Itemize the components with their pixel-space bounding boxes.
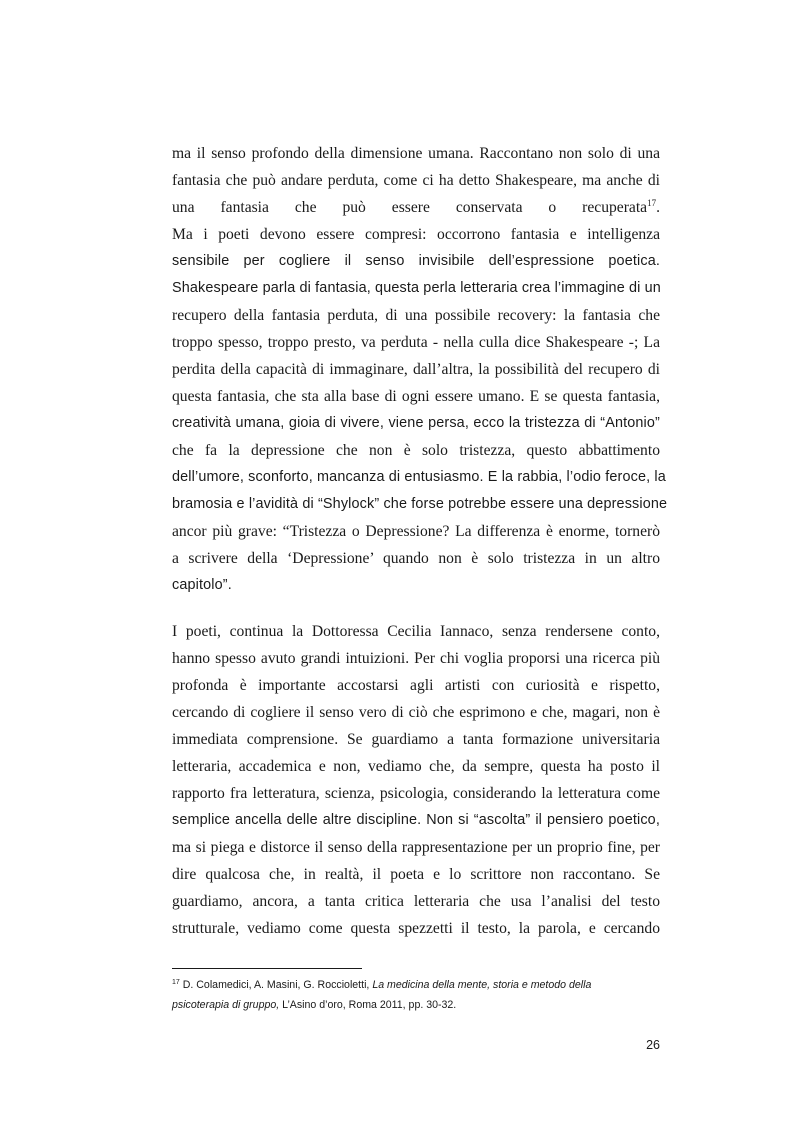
text-line: rapporto fra letteratura, scienza, psicologia, considerando la letteratura come [172, 785, 660, 802]
text-line: semplice ancella delle altre discipline. Non si “ascolta” il pensiero poetico, [172, 812, 660, 828]
footnote-authors: D. Colamedici, A. Masini, G. Roccioletti, [179, 979, 373, 991]
footnote-number: 17 [172, 979, 180, 986]
text-line: Shakespeare parla di fantasia, questa perla letteraria crea l’immagine di un [172, 280, 661, 296]
text-line: hanno spesso avuto grandi intuizioni. Per chi voglia proporsi una ricerca più [172, 650, 660, 667]
text-line [172, 194, 660, 221]
text-line: questa fantasia, che sta alla base di ogni essere umano. E se questa fantasia, [172, 388, 660, 405]
text-line: perdita della capacità di immaginare, dall’altra, la possibilità del recupero di [172, 361, 660, 378]
footnote-ref-17[interactable]: 17 [647, 198, 657, 208]
text-line: che fa la depressione che non è solo tristezza, questo abbattimento [172, 442, 660, 459]
text-line: a scrivere della ‘Depressione’ quando non è solo tristezza in un altro [172, 550, 660, 567]
text-line: cercando di cogliere il senso vero di ciò che esprimono e che, magari, non è [172, 704, 660, 721]
text-line: I poeti, continua la Dottoressa Cecilia Iannaco, senza rendersene conto, [172, 623, 660, 640]
text-line: ma il senso profondo della dimensione umana. Raccontano non solo di una [172, 145, 660, 162]
text-run: . [656, 199, 660, 216]
footnote-line [172, 995, 456, 1015]
footnote-publisher: L’Asino d’oro, Roma 2011, pp. 30-32. [279, 999, 457, 1011]
text-line: capitolo”. [172, 577, 232, 593]
text-line: dire qualcosa che, in realtà, il poeta e lo scrittore non raccontano. Se [172, 866, 660, 883]
text-line: immediata comprensione. Se guardiamo a tanta formazione universitaria [172, 731, 660, 748]
text-line: profonda è importante accostarsi agli artisti con curiosità e rispetto, [172, 677, 660, 694]
footnote-line [172, 975, 591, 995]
text-line: dell’umore, sconforto, mancanza di entusiasmo. E la rabbia, l’odio feroce, la [172, 469, 666, 485]
text-line: fantasia che può andare perduta, come ci ha detto Shakespeare, ma anche di [172, 172, 660, 189]
text-line: troppo spesso, troppo presto, va perduta - nella culla dice Shakespeare -; La [172, 334, 660, 351]
footnote-title: La medicina della mente, storia e metodo della [372, 979, 592, 991]
footnote-title: psicoterapia di gruppo, [172, 999, 280, 1011]
footnote-separator [172, 968, 362, 969]
text-line: letteraria, accademica e non, vediamo che, da sempre, questa ha posto il [172, 758, 660, 775]
text-line: strutturale, vediamo come questa spezzetti il testo, la parola, e cercando [172, 920, 660, 937]
text-line: bramosia e l’avidità di “Shylock” che forse potrebbe essere una depressione [172, 496, 668, 512]
text-line: guardiamo, ancora, a tanta critica letteraria che usa l’analisi del testo [172, 893, 660, 910]
text-line: creatività umana, gioia di vivere, viene persa, ecco la tristezza di “Antonio” [172, 415, 660, 431]
text-line: sensibile per cogliere il senso invisibile dell’espressione poetica. [172, 253, 660, 269]
text-line: ma si piega e distorce il senso della rappresentazione per un proprio fine, per [172, 839, 660, 856]
text-line: Ma i poeti devono essere compresi: occorrono fantasia e intelligenza [172, 226, 660, 243]
text-line: recupero della fantasia perduta, di una possibile recovery: la fantasia che [172, 307, 660, 324]
text-run: una fantasia che può essere conservata o recuperata [172, 199, 648, 216]
text-line: ancor più grave: “Tristezza o Depressione? La differenza è enorme, tornerò [172, 523, 660, 540]
page-number: 26 [646, 1038, 660, 1052]
